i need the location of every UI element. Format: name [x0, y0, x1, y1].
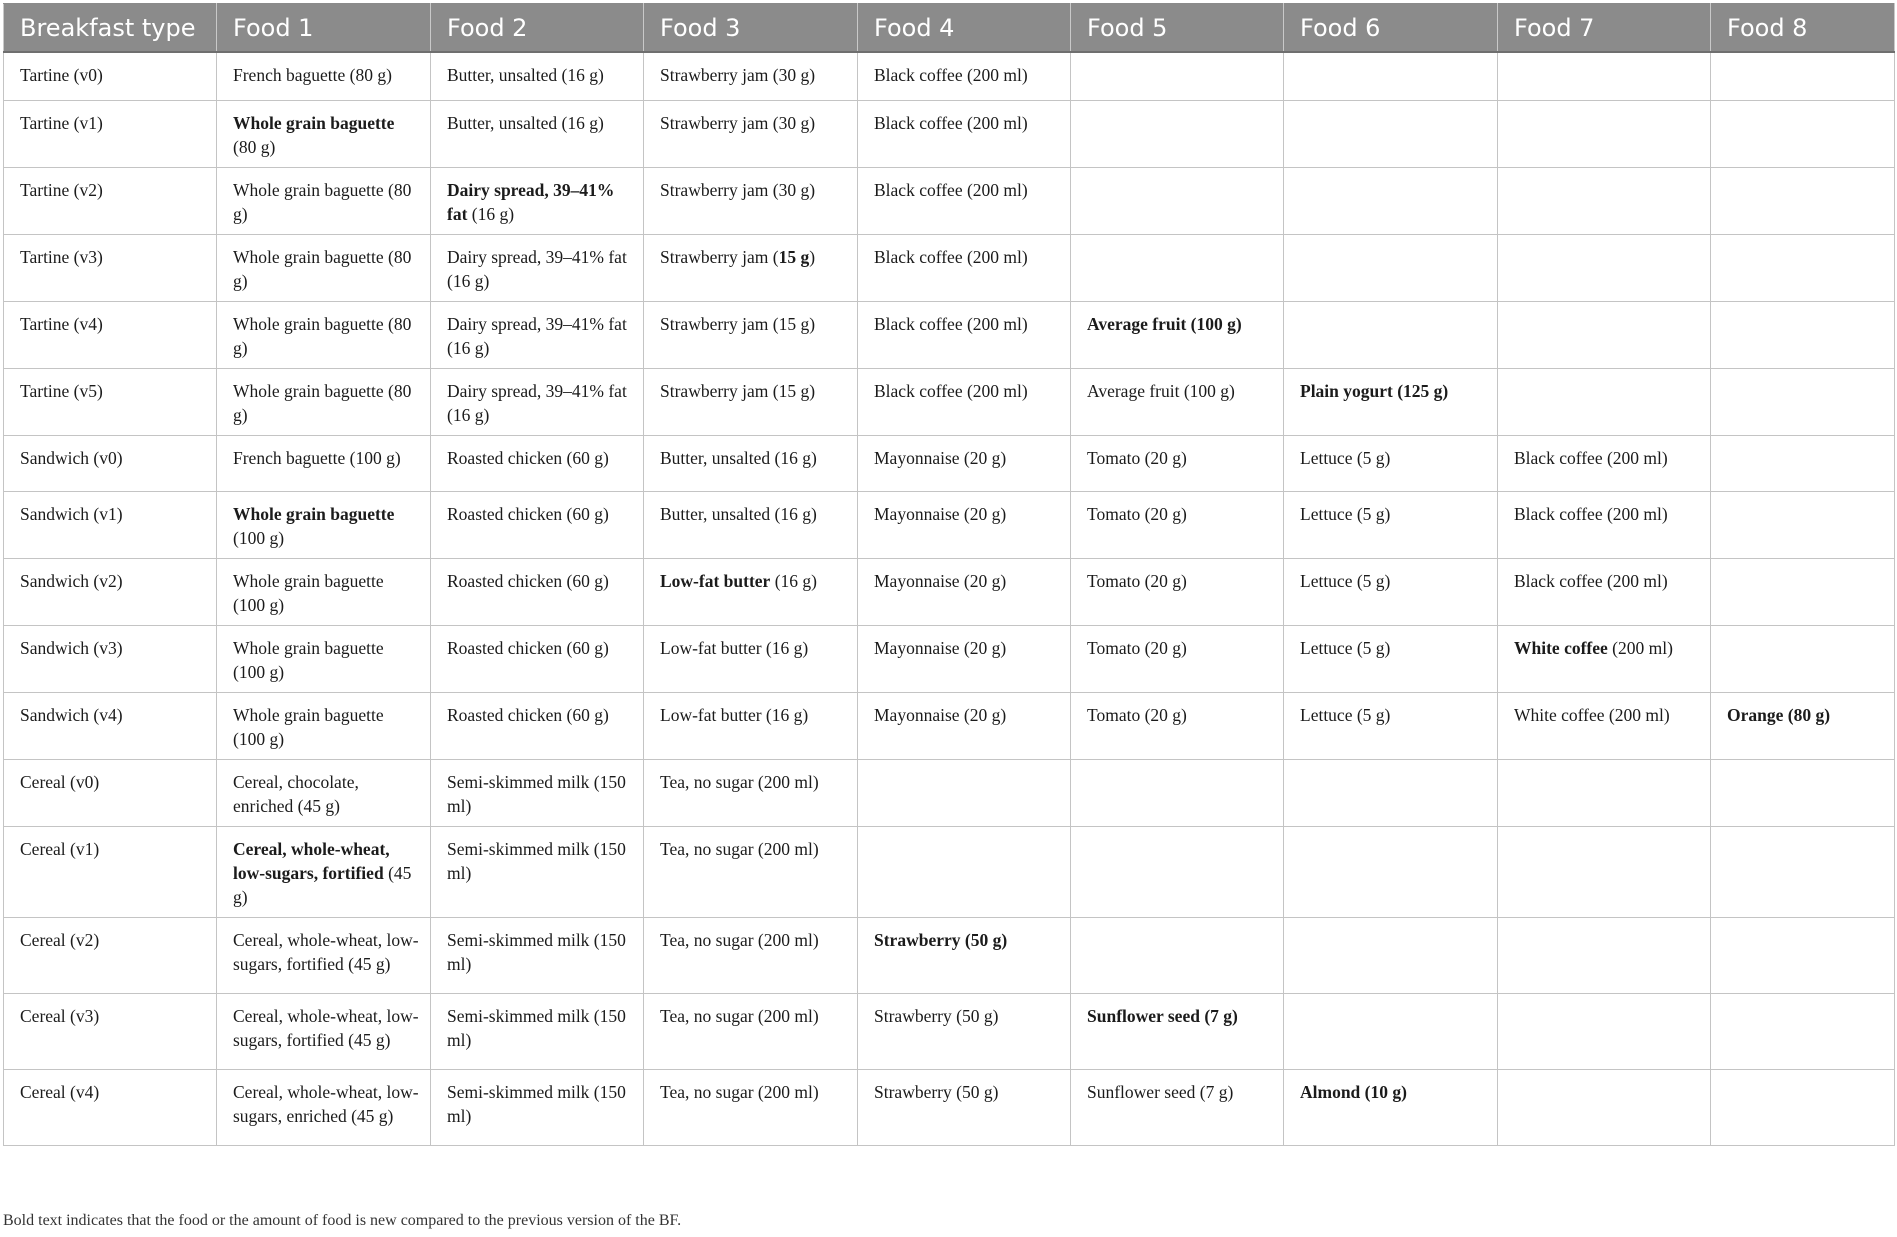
- food-3-cell: [644, 692, 858, 759]
- table-row: [4, 491, 1895, 558]
- food-6-cell: [1284, 625, 1498, 692]
- food-text: Whole grain baguette (80 g): [233, 380, 412, 425]
- breakfast-table-container: [3, 3, 1894, 1146]
- food-7-cell: [1498, 301, 1711, 368]
- new-food-text: Cereal, whole-wheat, low-sugars, fortified: [233, 838, 390, 883]
- new-food-text: Almond (10 g): [1300, 1081, 1407, 1102]
- food-3-cell: [644, 826, 858, 917]
- food-text: Semi-skimmed milk (150 ml): [447, 771, 626, 816]
- food-8-cell: [1711, 435, 1895, 491]
- food-text: ): [809, 246, 816, 267]
- food-3-cell: [644, 917, 858, 993]
- breakfast-type-cell: Sandwich (v2): [4, 558, 217, 625]
- food-4-cell: [858, 625, 1071, 692]
- food-2-cell: [431, 625, 644, 692]
- food-1-cell: [217, 435, 431, 491]
- food-7-cell: [1498, 917, 1711, 993]
- new-food-text: Whole grain baguette: [233, 112, 395, 133]
- food-1-cell: [217, 625, 431, 692]
- new-food-text: Plain yogurt (125 g): [1300, 380, 1449, 401]
- breakfast-type-cell: Tartine (v1): [4, 100, 217, 167]
- food-6-cell: [1284, 1069, 1498, 1145]
- food-text: Tea, no sugar (200 ml): [660, 1081, 819, 1102]
- food-8-cell: [1711, 759, 1895, 826]
- food-text: Roasted chicken (60 g): [447, 704, 609, 725]
- food-text: Cereal, chocolate, enriched (45 g): [233, 771, 359, 816]
- food-2-cell: [431, 167, 644, 234]
- food-text: White coffee (200 ml): [1514, 704, 1670, 725]
- breakfast-type-cell: Cereal (v3): [4, 993, 217, 1069]
- food-text: Lettuce (5 g): [1300, 447, 1391, 468]
- food-text: French baguette (80 g): [233, 65, 392, 85]
- food-text: Semi-skimmed milk (150 ml): [447, 929, 626, 974]
- breakfast-type-cell: Cereal (v0): [4, 759, 217, 826]
- food-text: Black coffee (200 ml): [874, 179, 1028, 200]
- food-text: Black coffee (200 ml): [1514, 503, 1668, 524]
- food-8-cell: [1711, 52, 1895, 100]
- food-6-cell: [1284, 917, 1498, 993]
- food-2-cell: [431, 993, 644, 1069]
- food-text: Roasted chicken (60 g): [447, 447, 609, 468]
- food-2-cell: [431, 558, 644, 625]
- header-food-2: Food 2: [431, 4, 644, 53]
- food-8-cell: [1711, 167, 1895, 234]
- food-7-cell: [1498, 167, 1711, 234]
- breakfast-type-cell: Tartine (v0): [4, 52, 217, 100]
- new-food-text: Whole grain baguette: [233, 503, 395, 524]
- food-text: Strawberry jam (30 g): [660, 112, 816, 133]
- food-3-cell: [644, 435, 858, 491]
- food-2-cell: [431, 759, 644, 826]
- new-food-text: Sunflower seed (7 g): [1087, 1005, 1238, 1026]
- food-6-cell: [1284, 301, 1498, 368]
- food-text: Low-fat butter (16 g): [660, 704, 809, 725]
- table-body: [4, 52, 1895, 1145]
- food-7-cell: [1498, 52, 1711, 100]
- food-text: Black coffee (200 ml): [874, 112, 1028, 133]
- food-6-cell: [1284, 558, 1498, 625]
- food-text: Butter, unsalted (16 g): [447, 112, 604, 133]
- food-text: Strawberry jam (: [660, 246, 779, 267]
- breakfast-type-cell: Cereal (v2): [4, 917, 217, 993]
- food-text: Mayonnaise (20 g): [874, 570, 1007, 591]
- food-6-cell: [1284, 692, 1498, 759]
- food-8-cell: [1711, 558, 1895, 625]
- food-8-cell: [1711, 234, 1895, 301]
- table-row: [4, 52, 1895, 100]
- food-6-cell: [1284, 759, 1498, 826]
- food-1-cell: [217, 167, 431, 234]
- food-3-cell: [644, 301, 858, 368]
- food-text: Whole grain baguette (80 g): [233, 179, 412, 224]
- food-3-cell: [644, 100, 858, 167]
- header-food-8: Food 8: [1711, 4, 1895, 53]
- food-text: Mayonnaise (20 g): [874, 503, 1007, 524]
- table-row: [4, 301, 1895, 368]
- food-6-cell: [1284, 100, 1498, 167]
- food-8-cell: [1711, 491, 1895, 558]
- food-5-cell: [1071, 692, 1284, 759]
- table-row: [4, 435, 1895, 491]
- food-text: Lettuce (5 g): [1300, 637, 1391, 658]
- food-4-cell: [858, 558, 1071, 625]
- food-7-cell: [1498, 100, 1711, 167]
- food-text: Whole grain baguette (100 g): [233, 570, 384, 615]
- food-text: Butter, unsalted (16 g): [447, 65, 604, 85]
- food-text: (16 g): [467, 203, 515, 224]
- table-row: [4, 368, 1895, 435]
- food-3-cell: [644, 759, 858, 826]
- food-7-cell: [1498, 558, 1711, 625]
- header-breakfast-type: Breakfast type: [4, 4, 217, 53]
- food-4-cell: [858, 491, 1071, 558]
- new-food-text: Low-fat butter: [660, 570, 771, 591]
- food-2-cell: [431, 52, 644, 100]
- food-text: (200 ml): [1607, 637, 1673, 658]
- food-7-cell: [1498, 435, 1711, 491]
- food-7-cell: [1498, 1069, 1711, 1145]
- food-4-cell: [858, 167, 1071, 234]
- food-text: (45 g): [233, 862, 412, 907]
- food-text: Strawberry (50 g): [874, 1005, 999, 1026]
- food-text: Tomato (20 g): [1087, 447, 1187, 468]
- food-8-cell: [1711, 1069, 1895, 1145]
- food-8-cell: [1711, 100, 1895, 167]
- food-text: Strawberry (50 g): [874, 1081, 999, 1102]
- food-3-cell: [644, 625, 858, 692]
- food-4-cell: [858, 1069, 1071, 1145]
- food-6-cell: [1284, 167, 1498, 234]
- food-1-cell: [217, 826, 431, 917]
- food-text: Dairy spread, 39–41% fat (16 g): [447, 380, 627, 425]
- food-text: Tomato (20 g): [1087, 570, 1187, 591]
- food-text: Sunflower seed (7 g): [1087, 1081, 1234, 1102]
- table-row: [4, 100, 1895, 167]
- food-3-cell: [644, 368, 858, 435]
- food-text: Average fruit (100 g): [1087, 380, 1235, 401]
- table-row: [4, 917, 1895, 993]
- food-text: Dairy spread, 39–41% fat (16 g): [447, 246, 627, 291]
- food-2-cell: [431, 368, 644, 435]
- food-5-cell: [1071, 368, 1284, 435]
- table-row: [4, 167, 1895, 234]
- food-5-cell: [1071, 826, 1284, 917]
- food-text: Strawberry jam (30 g): [660, 179, 816, 200]
- breakfast-type-cell: Sandwich (v3): [4, 625, 217, 692]
- food-5-cell: [1071, 558, 1284, 625]
- food-5-cell: [1071, 301, 1284, 368]
- food-text: French baguette (100 g): [233, 447, 401, 468]
- table-row: [4, 826, 1895, 917]
- food-4-cell: [858, 692, 1071, 759]
- food-4-cell: [858, 993, 1071, 1069]
- food-text: Semi-skimmed milk (150 ml): [447, 1081, 626, 1126]
- food-text: (16 g): [770, 570, 817, 591]
- food-text: Tea, no sugar (200 ml): [660, 929, 819, 950]
- breakfast-type-cell: Tartine (v4): [4, 301, 217, 368]
- food-4-cell: [858, 52, 1071, 100]
- food-5-cell: [1071, 491, 1284, 558]
- food-1-cell: [217, 917, 431, 993]
- food-7-cell: [1498, 759, 1711, 826]
- breakfast-type-cell: Tartine (v2): [4, 167, 217, 234]
- food-7-cell: [1498, 692, 1711, 759]
- food-1-cell: [217, 100, 431, 167]
- food-text: Tomato (20 g): [1087, 704, 1187, 725]
- food-5-cell: [1071, 759, 1284, 826]
- food-4-cell: [858, 826, 1071, 917]
- food-text: Mayonnaise (20 g): [874, 447, 1007, 468]
- food-1-cell: [217, 301, 431, 368]
- food-7-cell: [1498, 234, 1711, 301]
- breakfast-type-cell: Sandwich (v0): [4, 435, 217, 491]
- food-6-cell: [1284, 52, 1498, 100]
- food-8-cell: [1711, 993, 1895, 1069]
- table-footnote: Bold text indicates that the food or the amount of food is new compared to the previous version of the BF.: [3, 1212, 682, 1229]
- header-food-3: Food 3: [644, 4, 858, 53]
- food-5-cell: [1071, 435, 1284, 491]
- food-2-cell: [431, 100, 644, 167]
- food-text: Tomato (20 g): [1087, 503, 1187, 524]
- food-2-cell: [431, 917, 644, 993]
- food-5-cell: [1071, 917, 1284, 993]
- food-text: Tomato (20 g): [1087, 637, 1187, 658]
- food-text: Tea, no sugar (200 ml): [660, 771, 819, 792]
- food-text: Strawberry jam (15 g): [660, 380, 816, 401]
- food-3-cell: [644, 558, 858, 625]
- food-text: Cereal, whole-wheat, low-sugars, enriched (45 g): [233, 1081, 419, 1126]
- food-6-cell: [1284, 491, 1498, 558]
- food-5-cell: [1071, 52, 1284, 100]
- food-5-cell: [1071, 234, 1284, 301]
- food-1-cell: [217, 52, 431, 100]
- table-row: [4, 993, 1895, 1069]
- food-2-cell: [431, 1069, 644, 1145]
- food-text: Strawberry jam (30 g): [660, 65, 816, 85]
- food-text: Black coffee (200 ml): [874, 313, 1028, 334]
- table-row: [4, 625, 1895, 692]
- food-1-cell: [217, 993, 431, 1069]
- food-text: Roasted chicken (60 g): [447, 637, 609, 658]
- food-5-cell: [1071, 1069, 1284, 1145]
- new-food-text: Strawberry (50 g): [874, 929, 1008, 950]
- food-4-cell: [858, 917, 1071, 993]
- food-6-cell: [1284, 368, 1498, 435]
- header-food-5: Food 5: [1071, 4, 1284, 53]
- food-4-cell: [858, 234, 1071, 301]
- food-text: (80 g): [233, 136, 276, 157]
- header-row: [4, 4, 1895, 53]
- food-4-cell: [858, 368, 1071, 435]
- header-food-1: Food 1: [217, 4, 431, 53]
- table-row: [4, 234, 1895, 301]
- food-text: Black coffee (200 ml): [874, 246, 1028, 267]
- food-text: Butter, unsalted (16 g): [660, 503, 817, 524]
- table-row: [4, 558, 1895, 625]
- food-8-cell: [1711, 826, 1895, 917]
- food-2-cell: [431, 435, 644, 491]
- food-text: Whole grain baguette (100 g): [233, 637, 384, 682]
- food-text: Dairy spread, 39–41% fat (16 g): [447, 313, 627, 358]
- food-3-cell: [644, 993, 858, 1069]
- food-2-cell: [431, 491, 644, 558]
- food-text: Black coffee (200 ml): [874, 380, 1028, 401]
- new-food-text: Dairy spread, 39–41% fat: [447, 179, 615, 224]
- table-row: [4, 692, 1895, 759]
- breakfast-type-cell: Sandwich (v4): [4, 692, 217, 759]
- food-1-cell: [217, 234, 431, 301]
- breakfast-type-cell: Cereal (v1): [4, 826, 217, 917]
- new-food-text: 15 g: [778, 246, 810, 267]
- food-1-cell: [217, 1069, 431, 1145]
- food-2-cell: [431, 301, 644, 368]
- food-7-cell: [1498, 826, 1711, 917]
- food-text: Whole grain baguette (80 g): [233, 246, 412, 291]
- food-1-cell: [217, 491, 431, 558]
- food-text: Whole grain baguette (80 g): [233, 313, 412, 358]
- food-8-cell: [1711, 692, 1895, 759]
- food-7-cell: [1498, 625, 1711, 692]
- food-3-cell: [644, 491, 858, 558]
- food-2-cell: [431, 826, 644, 917]
- food-1-cell: [217, 368, 431, 435]
- food-text: Black coffee (200 ml): [1514, 447, 1668, 468]
- food-text: Roasted chicken (60 g): [447, 503, 609, 524]
- food-text: Whole grain baguette (100 g): [233, 704, 384, 749]
- food-7-cell: [1498, 491, 1711, 558]
- header-food-7: Food 7: [1498, 4, 1711, 53]
- food-8-cell: [1711, 301, 1895, 368]
- food-6-cell: [1284, 993, 1498, 1069]
- food-text: Semi-skimmed milk (150 ml): [447, 1005, 626, 1050]
- food-6-cell: [1284, 234, 1498, 301]
- food-text: Roasted chicken (60 g): [447, 570, 609, 591]
- food-5-cell: [1071, 100, 1284, 167]
- food-4-cell: [858, 100, 1071, 167]
- food-text: Strawberry jam (15 g): [660, 313, 816, 334]
- food-text: Cereal, whole-wheat, low-sugars, fortified (45 g): [233, 1005, 419, 1050]
- table-row: [4, 759, 1895, 826]
- food-8-cell: [1711, 917, 1895, 993]
- header-food-4: Food 4: [858, 4, 1071, 53]
- food-1-cell: [217, 759, 431, 826]
- food-text: Lettuce (5 g): [1300, 503, 1391, 524]
- food-3-cell: [644, 167, 858, 234]
- breakfast-type-cell: Tartine (v5): [4, 368, 217, 435]
- food-7-cell: [1498, 368, 1711, 435]
- food-3-cell: [644, 1069, 858, 1145]
- food-4-cell: [858, 301, 1071, 368]
- breakfast-type-cell: Sandwich (v1): [4, 491, 217, 558]
- food-5-cell: [1071, 993, 1284, 1069]
- food-3-cell: [644, 52, 858, 100]
- food-text: Mayonnaise (20 g): [874, 704, 1007, 725]
- food-text: Lettuce (5 g): [1300, 704, 1391, 725]
- food-6-cell: [1284, 826, 1498, 917]
- food-7-cell: [1498, 993, 1711, 1069]
- food-text: Tea, no sugar (200 ml): [660, 838, 819, 859]
- food-8-cell: [1711, 368, 1895, 435]
- new-food-text: Average fruit (100 g): [1087, 313, 1242, 334]
- food-text: Tea, no sugar (200 ml): [660, 1005, 819, 1026]
- breakfast-table: [3, 3, 1895, 1146]
- breakfast-type-cell: Tartine (v3): [4, 234, 217, 301]
- food-4-cell: [858, 435, 1071, 491]
- food-text: Lettuce (5 g): [1300, 570, 1391, 591]
- food-text: Semi-skimmed milk (150 ml): [447, 838, 626, 883]
- food-6-cell: [1284, 435, 1498, 491]
- food-8-cell: [1711, 625, 1895, 692]
- food-5-cell: [1071, 625, 1284, 692]
- food-text: Low-fat butter (16 g): [660, 637, 809, 658]
- food-4-cell: [858, 759, 1071, 826]
- food-1-cell: [217, 692, 431, 759]
- food-text: (100 g): [233, 527, 285, 548]
- food-text: Cereal, whole-wheat, low-sugars, fortified (45 g): [233, 929, 419, 974]
- food-2-cell: [431, 234, 644, 301]
- new-food-text: White coffee: [1514, 637, 1608, 658]
- breakfast-type-cell: Cereal (v4): [4, 1069, 217, 1145]
- food-text: Black coffee (200 ml): [1514, 570, 1668, 591]
- food-1-cell: [217, 558, 431, 625]
- food-3-cell: [644, 234, 858, 301]
- food-text: Black coffee (200 ml): [874, 65, 1028, 85]
- food-5-cell: [1071, 167, 1284, 234]
- new-food-text: Orange (80 g): [1727, 704, 1831, 725]
- food-2-cell: [431, 692, 644, 759]
- food-text: Mayonnaise (20 g): [874, 637, 1007, 658]
- header-food-6: Food 6: [1284, 4, 1498, 53]
- table-row: [4, 1069, 1895, 1145]
- food-text: Butter, unsalted (16 g): [660, 447, 817, 468]
